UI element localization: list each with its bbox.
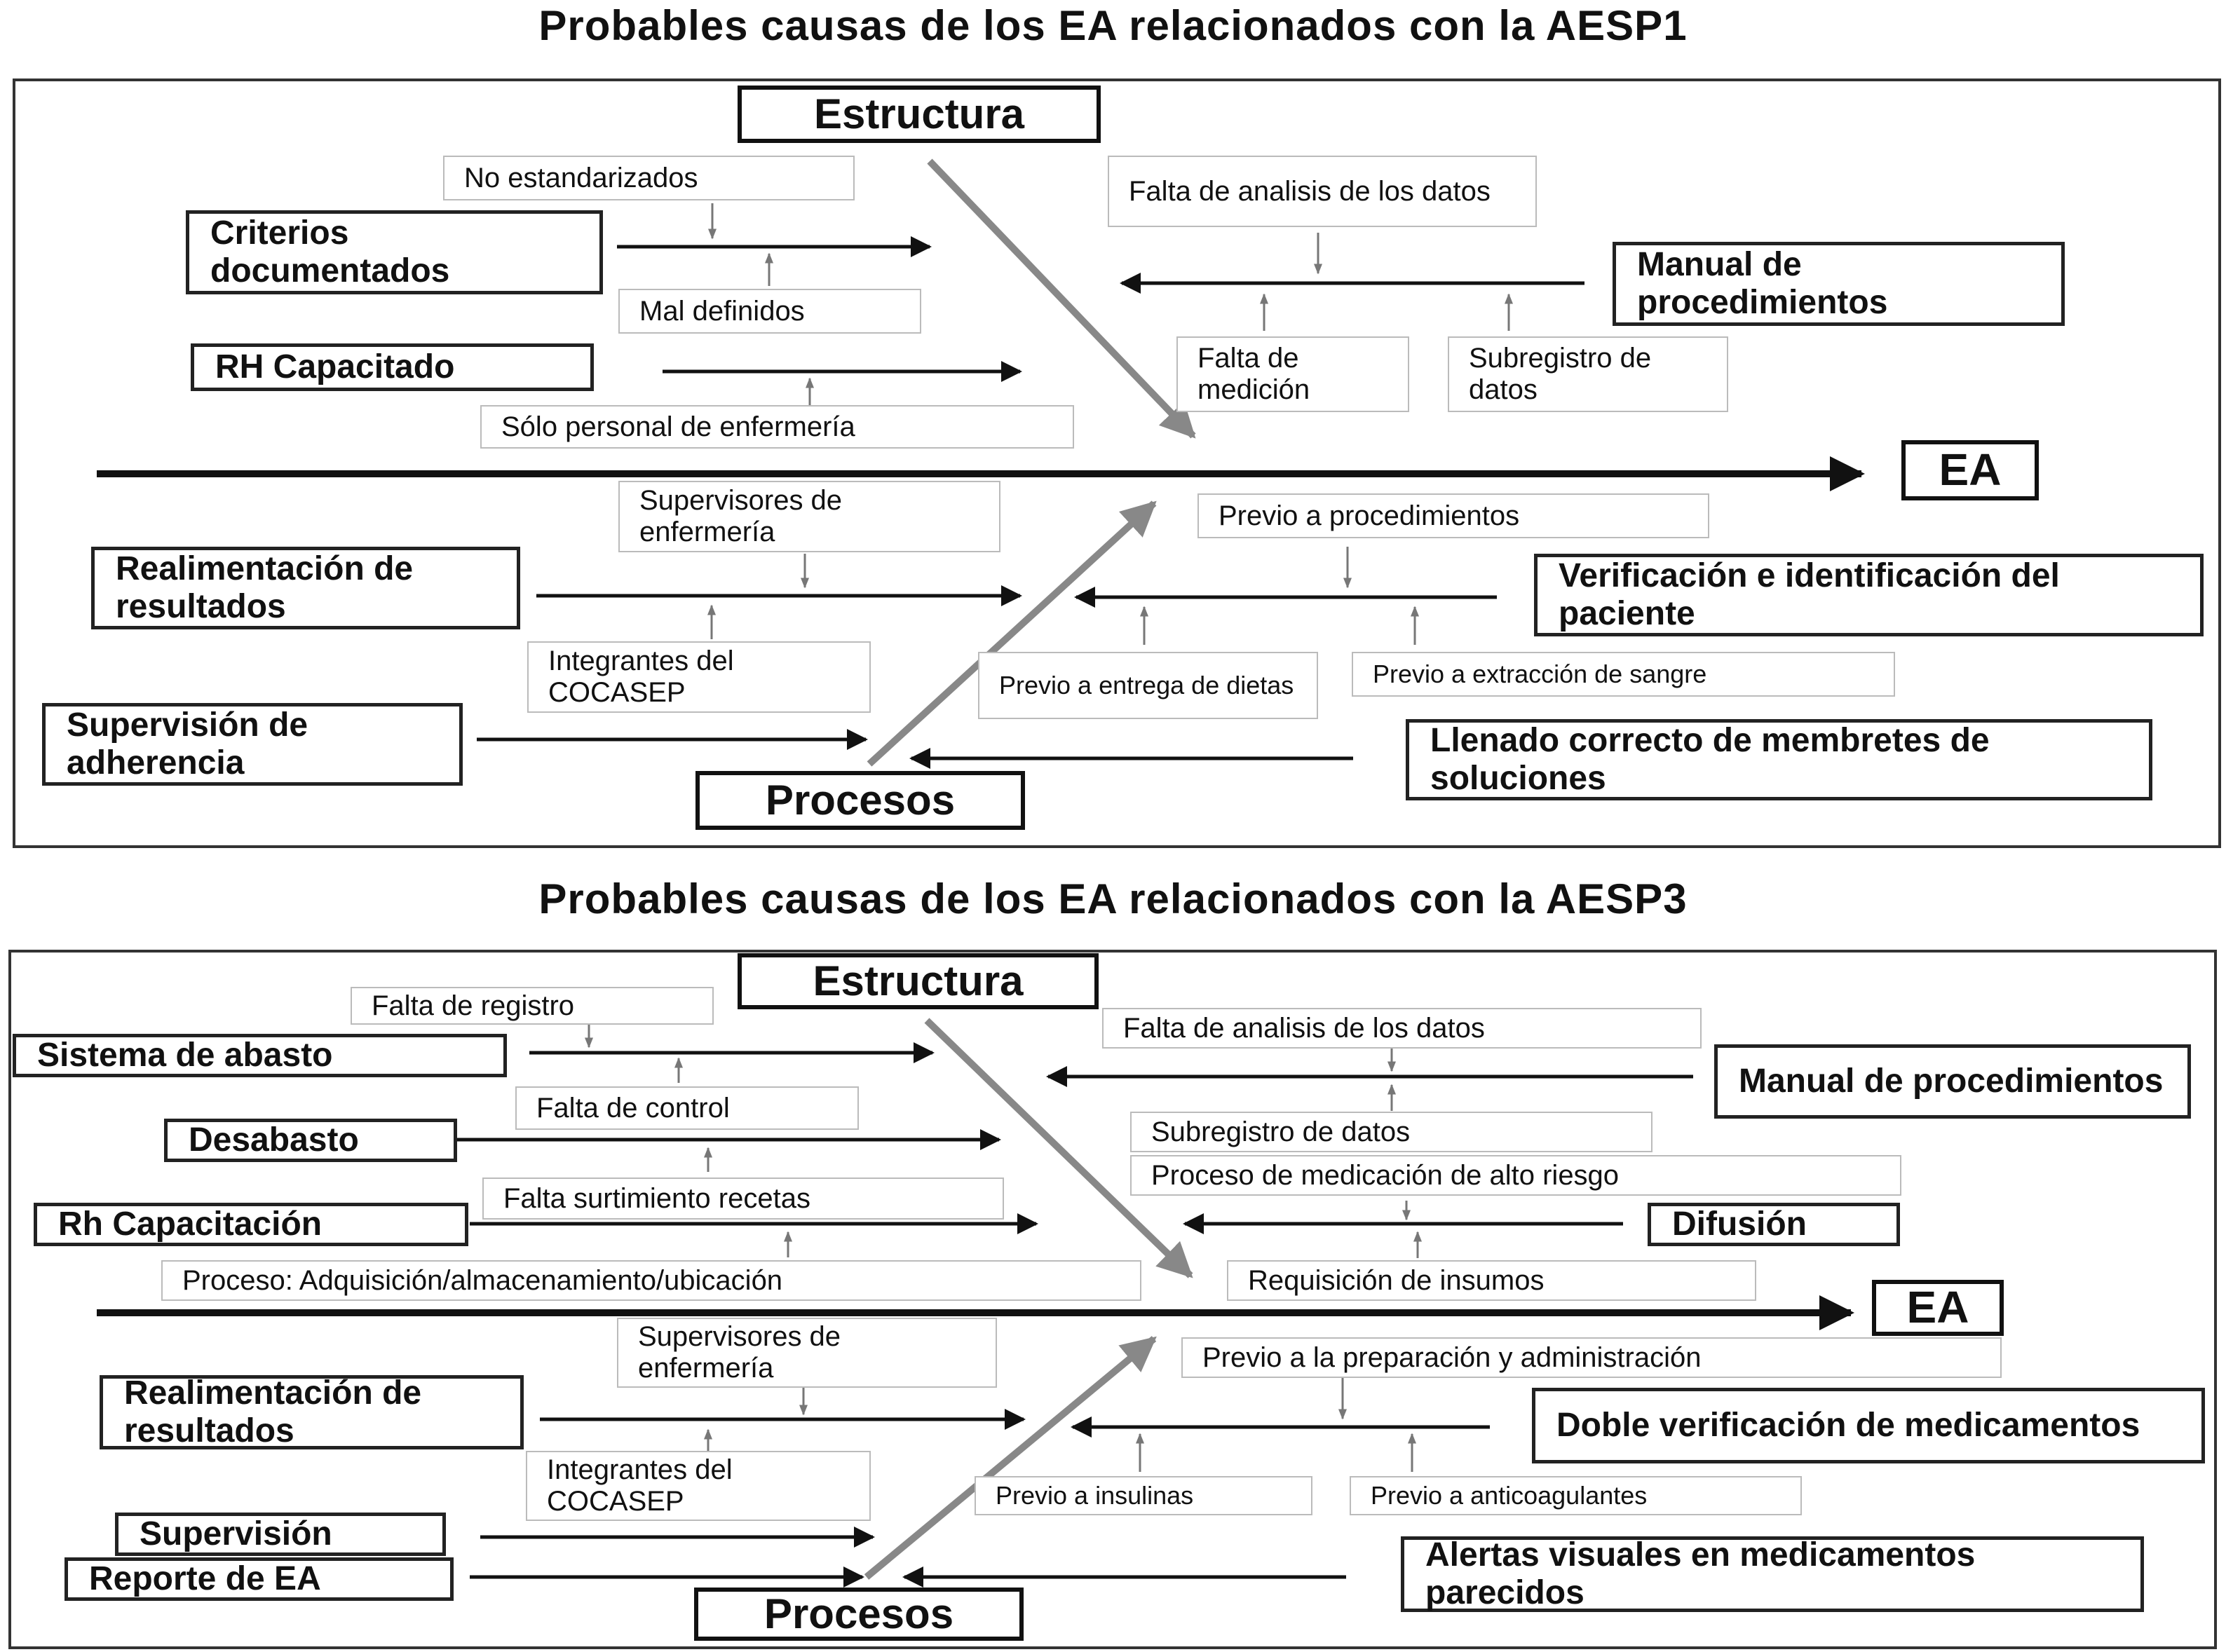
cause-manual-procedimientos: Manual de procedimientos: [1613, 242, 2065, 326]
estructura-header: Estructura: [738, 86, 1101, 143]
cause-realimentacion-resultados: Realimentación de resultados: [91, 547, 520, 629]
cause-rh-capacitacion: Rh Capacitación: [34, 1203, 468, 1246]
subcause-mal-definidos: Mal definidos: [618, 289, 921, 334]
subcause-previo-anticoagulantes: Previo a anticoagulantes: [1350, 1476, 1802, 1515]
subcause-falta-registro: Falta de registro: [351, 987, 714, 1025]
cause-manual-procedimientos-2: Manual de procedimientos: [1714, 1044, 2191, 1119]
effect-box-2: EA: [1872, 1280, 2004, 1336]
subcause-no-estandarizados: No estandarizados: [443, 156, 855, 200]
cause-rh-capacitado: RH Capacitado: [191, 343, 594, 391]
diagram-1-title: Probables causas de los EA relacionados con la AESP1: [538, 2, 1688, 49]
subcause-supervisores-enfermeria-2: Supervisores de enfermería: [617, 1318, 997, 1388]
subcause-previo-preparacion-administracion: Previo a la preparación y administración: [1181, 1337, 2002, 1378]
cause-sistema-abasto: Sistema de abasto: [13, 1034, 507, 1077]
procesos-header: Procesos: [695, 771, 1025, 830]
cause-criterios-documentados: Criterios documentados: [186, 210, 603, 294]
subcause-integrantes-cocasep-2: Integrantes del COCASEP: [526, 1451, 871, 1521]
cause-verificacion-identificacion: Verificación e identificación del paciente: [1534, 554, 2204, 636]
procesos-header-2: Procesos: [694, 1588, 1024, 1641]
cause-realimentacion-resultados-2: Realimentación de resultados: [100, 1375, 524, 1449]
subcause-previo-extraccion-sangre: Previo a extracción de sangre: [1352, 652, 1895, 697]
subcause-supervisores-enfermeria: Supervisores de enfermería: [618, 481, 1000, 552]
subcause-falta-analisis-datos: Falta de analisis de los datos: [1108, 156, 1537, 227]
cause-doble-verificacion: Doble verificación de medicamentos: [1532, 1388, 2205, 1463]
effect-box: EA: [1901, 440, 2039, 500]
subcause-subregistro-datos: Subregistro de datos: [1448, 336, 1728, 412]
diagram-2-title: Probables causas de los EA relacionados con la AESP3: [538, 875, 1688, 922]
subcause-falta-surtimiento-recetas: Falta surtimiento recetas: [482, 1177, 1004, 1220]
subcause-subregistro-datos-2: Subregistro de datos: [1130, 1112, 1652, 1152]
subcause-integrantes-cocasep: Integrantes del COCASEP: [527, 641, 871, 713]
subcause-proceso-adquisicion: Proceso: Adquisición/almacenamiento/ubicación: [161, 1260, 1141, 1301]
subcause-proceso-medicacion-alto-riesgo: Proceso de medicación de alto riesgo: [1130, 1155, 1901, 1196]
subcause-solo-personal-enfermeria: Sólo personal de enfermería: [480, 405, 1074, 449]
subcause-previo-procedimientos: Previo a procedimientos: [1197, 493, 1709, 538]
cause-desabasto: Desabasto: [164, 1119, 457, 1162]
cause-llenado-membretes: Llenado correcto de membretes de soluciones: [1406, 719, 2152, 800]
cause-difusion: Difusión: [1648, 1203, 1900, 1246]
subcause-falta-analisis-datos-2: Falta de analisis de los datos: [1102, 1008, 1702, 1049]
estructura-header-2: Estructura: [738, 953, 1099, 1009]
cause-supervision: Supervisión: [115, 1513, 446, 1556]
subcause-previo-insulinas: Previo a insulinas: [975, 1476, 1312, 1515]
subcause-falta-control: Falta de control: [515, 1086, 859, 1130]
subcause-previo-entrega-dietas: Previo a entrega de dietas: [978, 652, 1318, 719]
cause-supervision-adherencia: Supervisión de adherencia: [42, 703, 463, 786]
subcause-requisicion-insumos: Requisición de insumos: [1227, 1260, 1756, 1301]
cause-alertas-visuales: Alertas visuales en medicamentos parecidos: [1401, 1536, 2144, 1612]
cause-reporte-ea: Reporte de EA: [65, 1557, 454, 1601]
subcause-falta-medicion: Falta de medición: [1176, 336, 1409, 412]
